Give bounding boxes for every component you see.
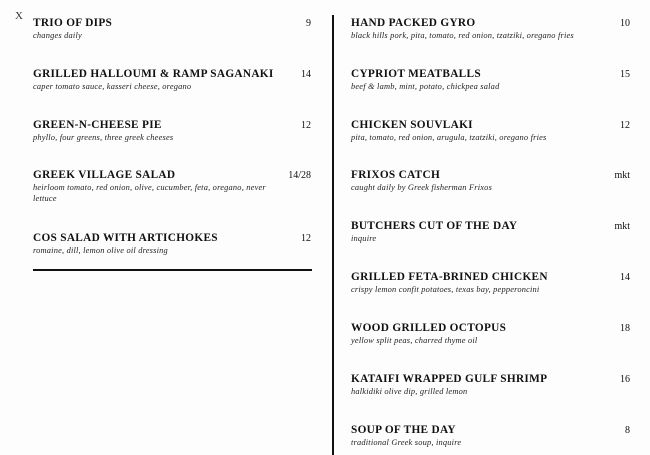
- item-description: black hills pork, pita, tomato, red onion, tzatziki, oregano fries: [351, 31, 574, 40]
- item-name: COS SALAD WITH ARTICHOKES: [33, 232, 218, 244]
- menu-item: [351, 322, 630, 346]
- item-description: caught daily by Greek fisherman Frixos: [351, 183, 493, 192]
- menu-item: [33, 232, 311, 256]
- item-price: 14/28: [288, 170, 311, 181]
- item-description: caper tomato sauce, kasseri cheese, oregano: [33, 82, 192, 91]
- menu-item: [351, 220, 630, 244]
- item-name: TRIO OF DIPS: [33, 17, 113, 29]
- item-description: crispy lemon confit potatoes, texas bay, pepperoncini: [351, 285, 540, 294]
- item-price: 14: [301, 69, 311, 80]
- item-name: GREEK VILLAGE SALAD: [33, 169, 176, 181]
- menu-item: [351, 169, 630, 193]
- item-price: 10: [620, 18, 630, 29]
- close-button[interactable]: X: [15, 10, 23, 22]
- item-name: GREEN-N-CHEESE PIE: [33, 119, 162, 131]
- item-description: romaine, dill, lemon olive oil dressing: [33, 246, 168, 255]
- item-name: SOUP OF THE DAY: [351, 424, 456, 436]
- item-price: 12: [301, 120, 311, 131]
- section-divider: [33, 269, 312, 271]
- item-name: FRIXOS CATCH: [351, 169, 441, 181]
- menu-item: [351, 119, 630, 143]
- menu-item: [33, 17, 311, 41]
- menu-item: [33, 68, 311, 92]
- menu-item: [351, 68, 630, 92]
- item-name: CHICKEN SOUVLAKI: [351, 119, 473, 131]
- menu-item: [351, 17, 630, 41]
- menu-item: [351, 271, 630, 295]
- item-description: halkidiki olive dip, grilled lemon: [351, 387, 468, 396]
- item-name: BUTCHERS CUT OF THE DAY: [351, 220, 518, 232]
- item-description: traditional Greek soup, inquire: [351, 438, 462, 447]
- menu-item: [351, 424, 630, 448]
- menu-item: [33, 119, 311, 143]
- item-description: beef & lamb, mint, potato, chickpea salad: [351, 82, 500, 91]
- item-name: CYPRIOT MEATBALLS: [351, 68, 481, 80]
- item-description: heirloom tomato, red onion, olive, cucumber, feta, oregano, never lettuce: [33, 183, 266, 203]
- item-price: mkt: [614, 221, 630, 232]
- item-name: GRILLED FETA-BRINED CHICKEN: [351, 271, 548, 283]
- menu-item: [351, 373, 630, 397]
- item-price: 14: [620, 272, 630, 283]
- item-description: yellow split peas, charred thyme oil: [351, 336, 478, 345]
- item-price: 8: [625, 425, 630, 436]
- item-name: WOOD GRILLED OCTOPUS: [351, 322, 507, 334]
- item-price: 15: [620, 69, 630, 80]
- item-price: 12: [301, 233, 311, 244]
- item-name: GRILLED HALLOUMI & RAMP SAGANAKI: [33, 68, 274, 80]
- item-description: changes daily: [33, 31, 82, 40]
- item-description: pita, tomato, red onion, arugula, tzatziki, oregano fries: [351, 133, 547, 142]
- item-name: HAND PACKED GYRO: [351, 17, 476, 29]
- item-description: phyllo, four greens, three greek cheeses: [33, 133, 174, 142]
- item-price: 12: [620, 120, 630, 131]
- item-price: 16: [620, 374, 630, 385]
- item-description: inquire: [351, 234, 377, 243]
- item-name: KATAIFI WRAPPED GULF SHRIMP: [351, 373, 548, 385]
- item-price: 9: [306, 18, 311, 29]
- menu-item: [33, 169, 311, 204]
- column-divider: [332, 15, 334, 455]
- item-price: mkt: [614, 170, 630, 181]
- item-price: 18: [620, 323, 630, 334]
